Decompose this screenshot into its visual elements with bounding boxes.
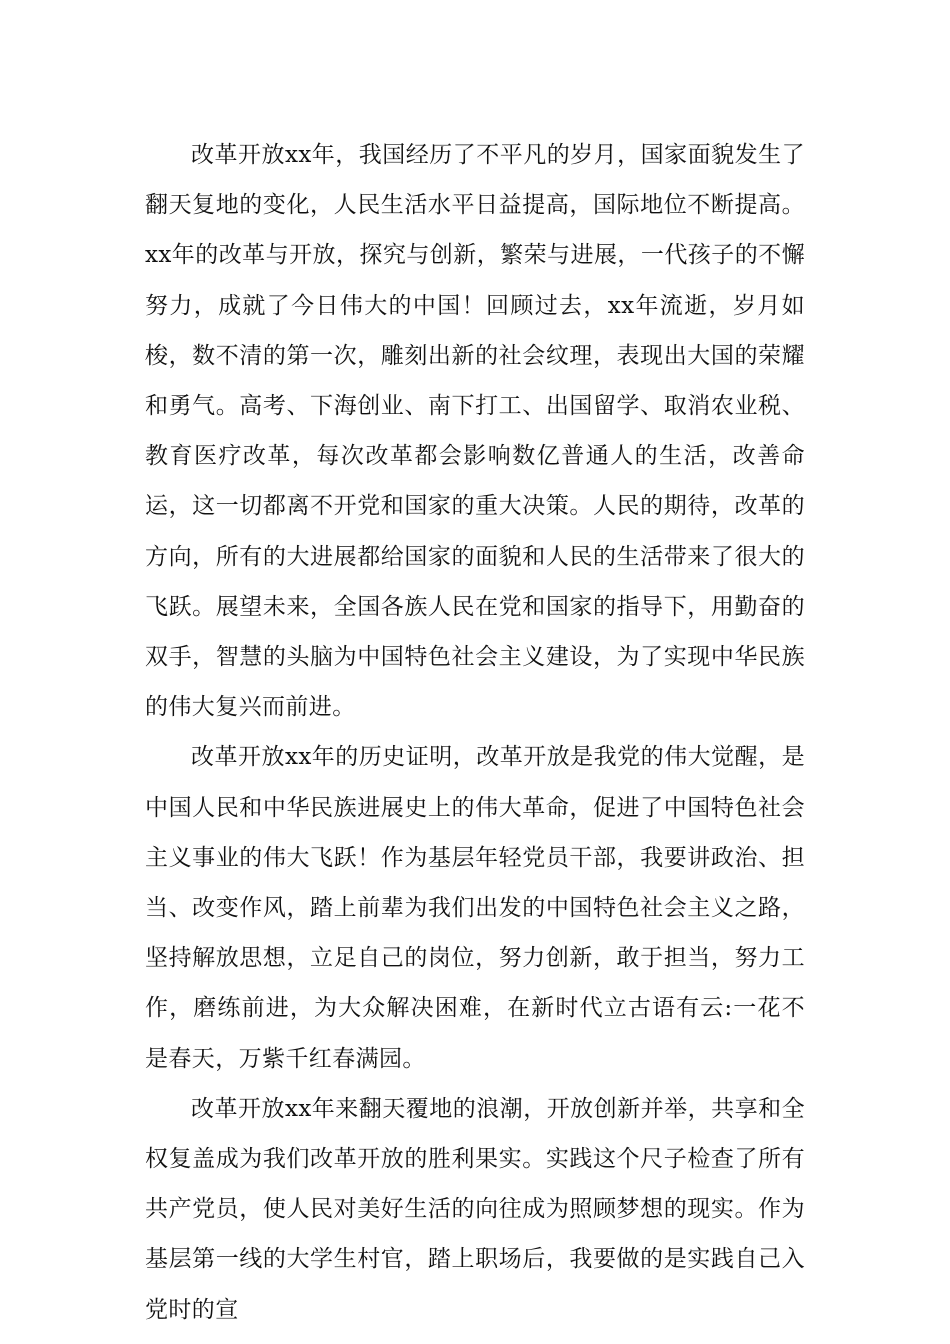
document-body <box>145 130 805 1335</box>
paragraph-3: 改革开放xx年来翻天覆地的浪潮，开放创新并举，共享和全权复盖成为我们改革开放的胜利果实。实践这个尺子检查了所有共产党员，使人民对美好生活的向往成为照顾梦想的现实。作为基层第一线的大学生村官，踏上职场后，我要做的是实践自己入党时的宣 <box>145 1095 805 1323</box>
paragraph-2: 改革开放xx年的历史证明，改革开放是我党的伟大觉醒，是中国人民和中华民族进展史上的伟大革命，促进了中国特色社会主义事业的伟大飞跃！作为基层年轻党员干部，我要讲政治、担当、改变作风，踏上前辈为我们出发的中国特色社会主义之路，坚持解放思想，立足自己的岗位，努力创新，敢于担当，努力工作，磨练前进，为大众解决困难，在新时代立古语有云:一花不是春天，万紫千红春满园。 <box>145 744 805 1072</box>
paragraph-1: 改革开放xx年，我国经历了不平凡的岁月，国家面貌发生了翻天复地的变化，人民生活水平日益提高，国际地位不断提高。xx年的改革与开放，探究与创新，繁荣与进展，一代孩子的不懈努力，成就了今日伟大的中国！回顾过去，xx年流逝，岁月如梭，数不清的第一次，雕刻出新的社会纹理，表现出大国的荣耀和勇气。高考、下海创业、南下打工、出国留学、取消农业税、教育医疗改革，每次改革都会影响数亿普通人的生活，改善命运，这一切都离不开党和国家的重大决策。人民的期待，改革的方向，所有的大进展都给国家的面貌和人民的生活带来了很大的飞跃。展望未来，全国各族人民在党和国家的指导下，用勤奋的双手，智慧的头脑为中国特色社会主义建设，为了实现中华民族的伟大复兴而前进。 <box>145 142 805 721</box>
